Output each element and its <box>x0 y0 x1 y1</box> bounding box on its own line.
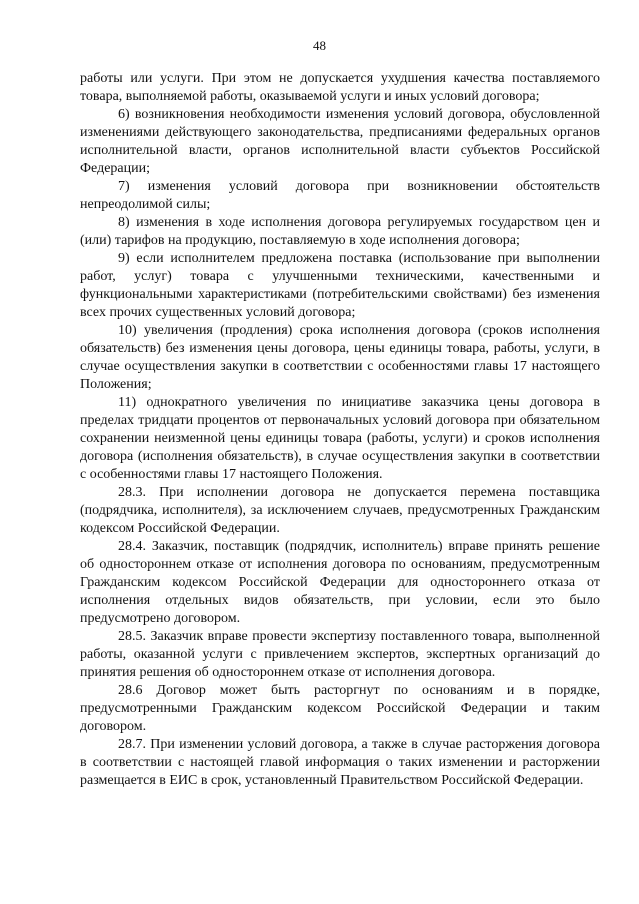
paragraph: 9) если исполнителем предложена поставка (использование при выполнении работ, услуг) товара с улучшенными техническими, качественными и функциональными характеристиками (потребительскими свойствами) без изменения всех прочих существенных условий договора; <box>80 251 600 320</box>
paragraph: 28.6 Договор может быть расторгнут по основаниям и в порядке, предусмотренными Гражданским кодексом Российской Федерации и таким договором. <box>80 683 600 734</box>
paragraph: 11) однократного увеличения по инициативе заказчика цены договора в пределах тридцати процентов от первоначальных условий договора при обязательном сохранении неизменной цены единицы товара (работы, услуги) и сроков исполнения договора (исполнения обязательств), в случае осуществления закупки в соответствии с особенностями главы 17 настоящего Положения. <box>80 395 600 482</box>
paragraph: 28.3. При исполнении договора не допускается перемена поставщика (подрядчика, исполнителя), за исключением случаев, предусмотренных Гражданским кодексом Российской Федерации. <box>80 485 600 536</box>
paragraph: 10) увеличения (продления) срока исполнения договора (сроков исполнения обязательств) без изменения цены договора, цены единицы товара, работы, услуги, в случае осуществления закупки в соответствии с особенностями главы 17 настоящего Положения; <box>80 323 600 392</box>
page-number: 48 <box>313 38 326 53</box>
paragraph: 28.7. При изменении условий договора, а также в случае расторжения договора в соответствии с настоящей главой информация о таких изменении и расторжении размещается в ЕИС в срок, установленный Правительством Российской Федерации. <box>80 737 600 788</box>
paragraph: 28.5. Заказчик вправе провести экспертизу поставленного товара, выполненной работы, оказанной услуги с привлечением экспертов, экспертных организаций до принятия решения об одностороннем отказе от исполнения договора. <box>80 629 600 680</box>
paragraph: 8) изменения в ходе исполнения договора регулируемых государством цен и (или) тарифов на продукцию, поставляемую в ходе исполнения договора; <box>80 215 600 248</box>
paragraph: работы или услуги. При этом не допускается ухудшения качества поставляемого товара, выполняемой работы, оказываемой услуги и иных условий договора; <box>80 71 600 104</box>
document-body <box>80 70 600 790</box>
paragraph: 28.4. Заказчик, поставщик (подрядчик, исполнитель) вправе принять решение об одностороннем отказе от исполнения договора по основаниям, предусмотренным Гражданским кодексом Российской Федерации для одностороннего отказа от исполнения отдельных видов обязательств, при условии, если это было предусмотрено договором. <box>80 539 600 626</box>
paragraph: 6) возникновения необходимости изменения условий договора, обусловленной изменениями действующего законодательства, предписаниями федеральных органов исполнительной власти, органов исполнительной власти субъектов Российской Федерации; <box>80 107 600 176</box>
paragraph: 7) изменения условий договора при возникновении обстоятельств непреодолимой силы; <box>80 179 600 212</box>
